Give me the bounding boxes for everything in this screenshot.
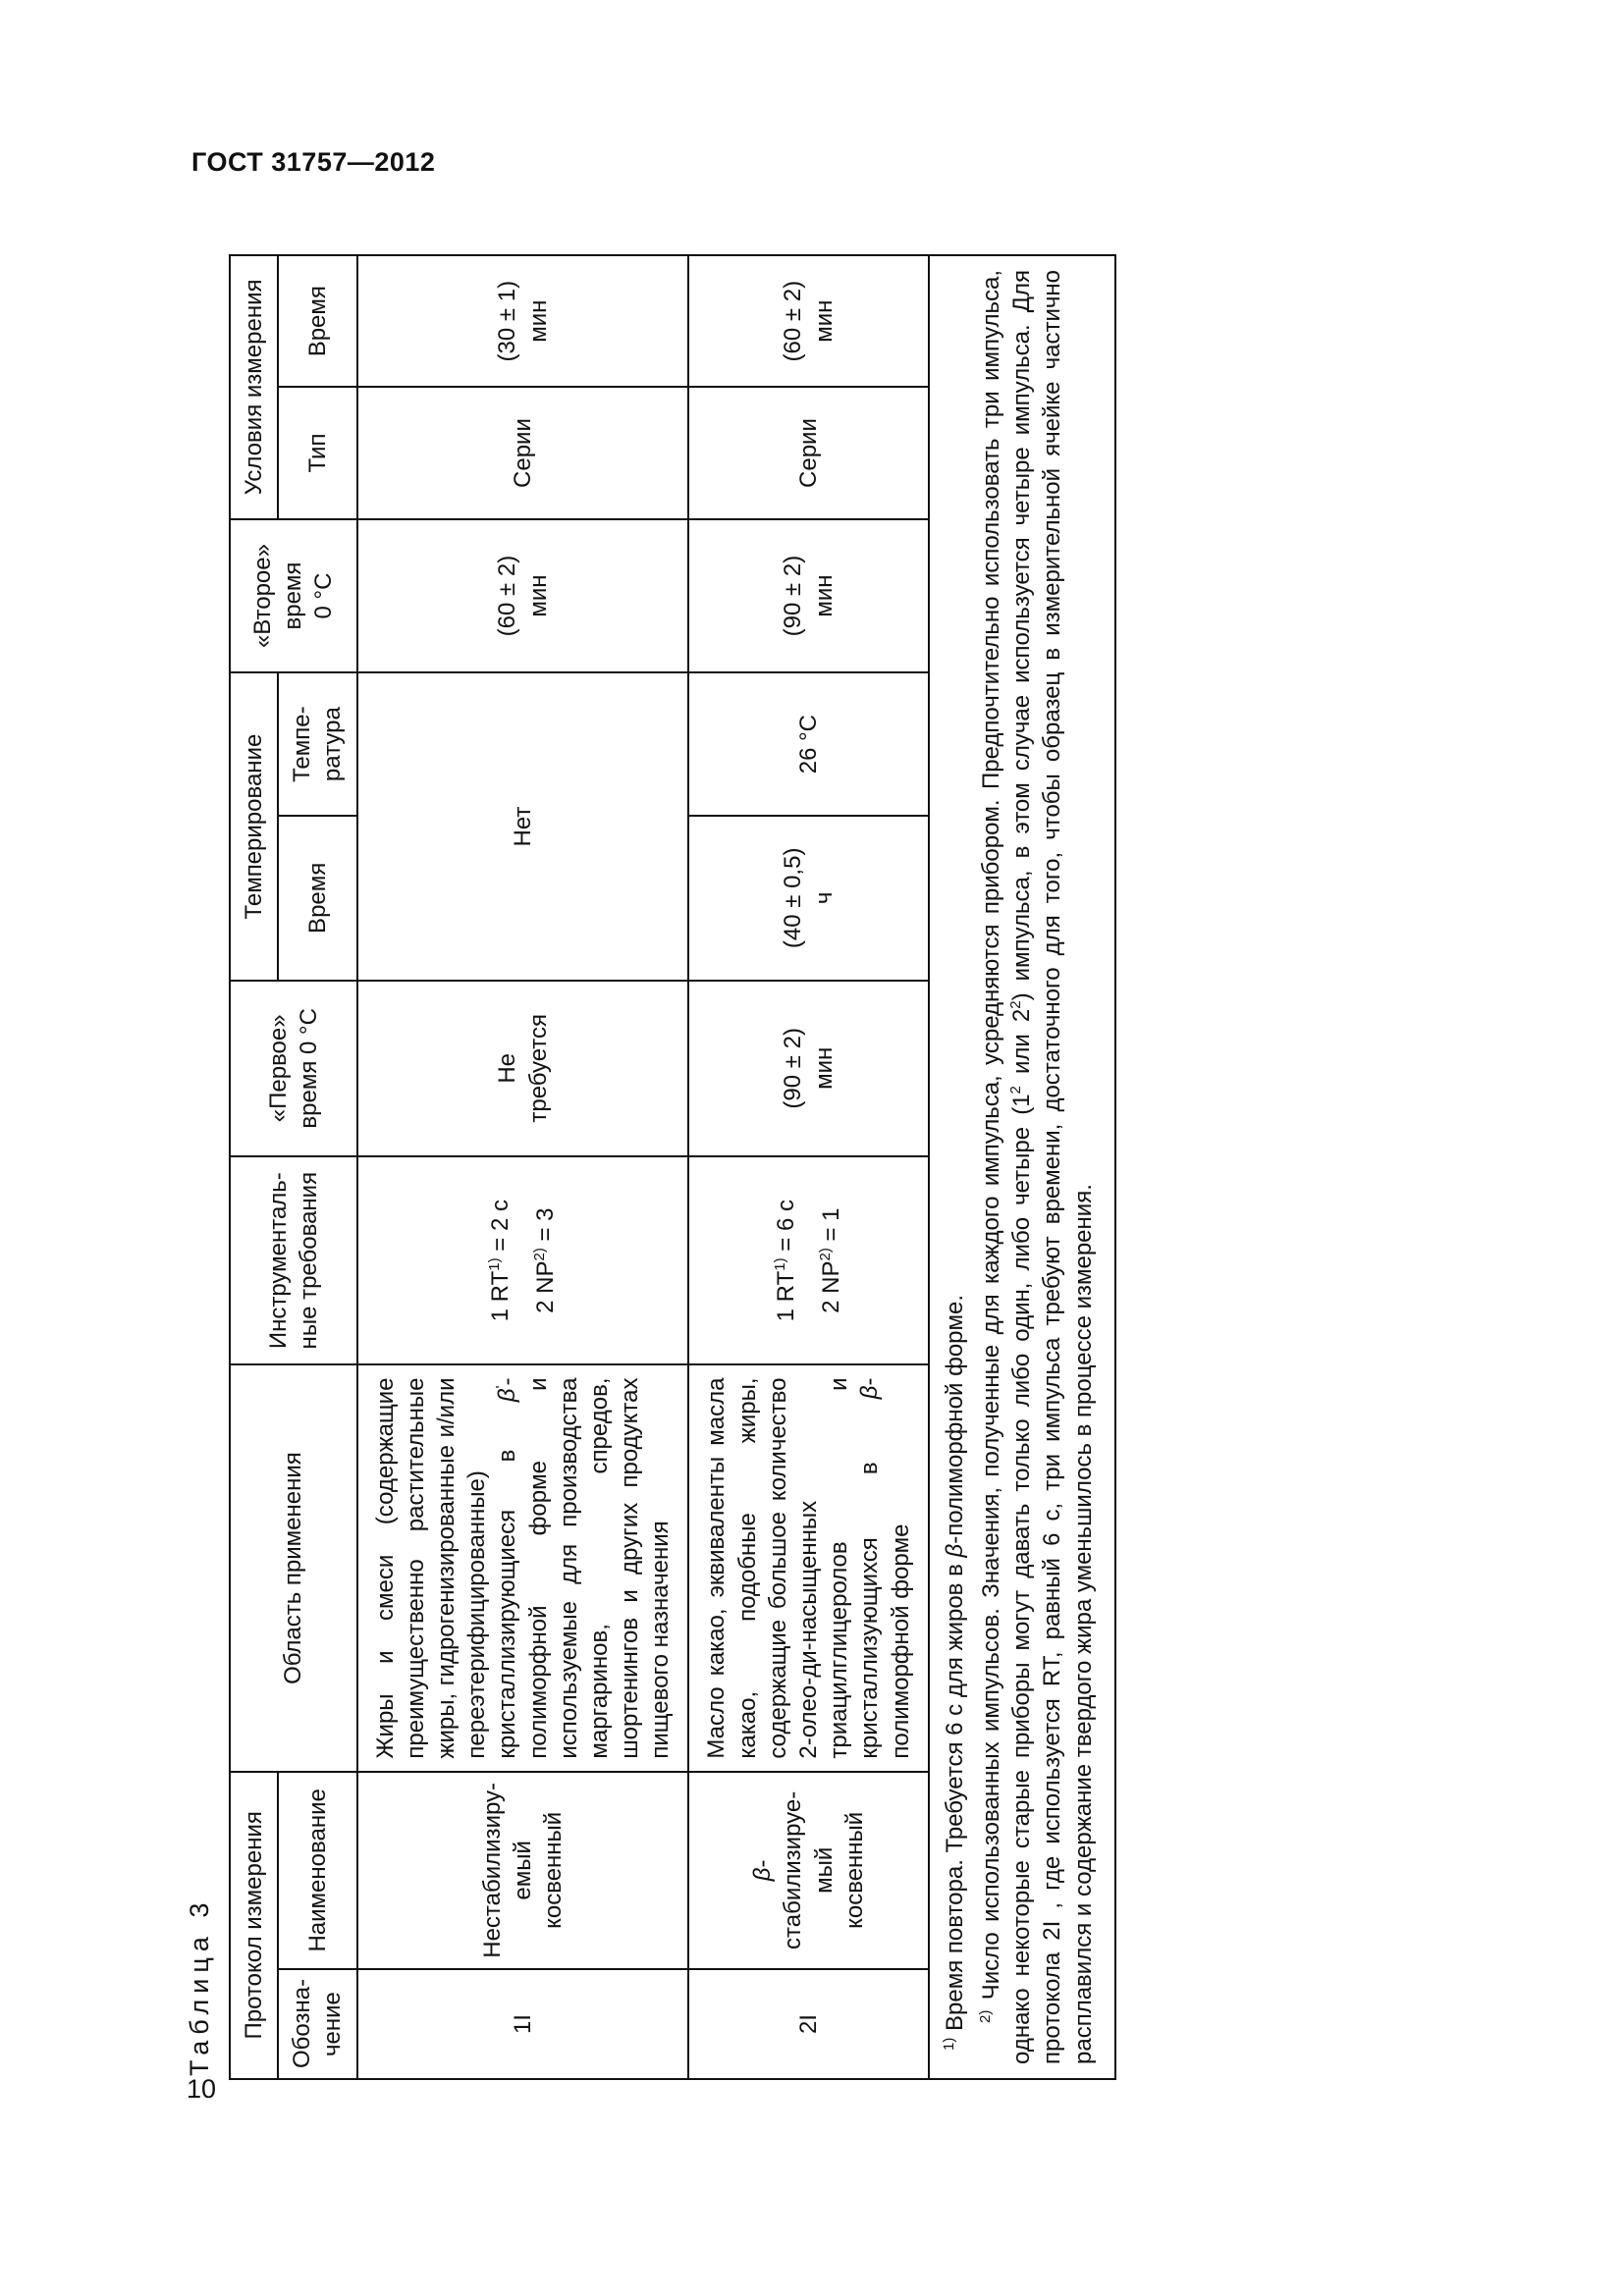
prime-mark: ' bbox=[493, 1385, 511, 1389]
header-protocol: Протокол измерения bbox=[230, 1772, 278, 2079]
header-second-time bbox=[230, 519, 357, 673]
footnote-2 bbox=[976, 270, 1099, 2064]
table-row bbox=[357, 255, 689, 2079]
header-type: Тип bbox=[278, 387, 356, 518]
cell-first-time bbox=[357, 981, 689, 1156]
cell-area bbox=[357, 1365, 689, 1772]
cell-type: Серии bbox=[688, 387, 928, 518]
header-tempering-time: Время bbox=[278, 816, 356, 981]
req-np bbox=[809, 1167, 854, 1355]
header-row-1 bbox=[230, 255, 278, 2079]
header-designation bbox=[278, 1969, 356, 2079]
area-text-2: -полиморфной форме bbox=[856, 1377, 914, 1759]
cell-area bbox=[688, 1365, 928, 1772]
req-rt-label: 1 RT bbox=[486, 1270, 514, 1322]
header-first-time bbox=[230, 981, 357, 1156]
footnote-1-text: Время повтора. Требуется 6 с для жиров в bbox=[941, 1557, 968, 2038]
header-tempering-temp-text: Темпе- ратура bbox=[289, 706, 347, 782]
cell-name-text: Нестабилизиру- емый косвенный bbox=[478, 1782, 568, 1958]
header-name: Наименование bbox=[278, 1772, 356, 1969]
cell-time bbox=[357, 255, 689, 387]
footnote-ref-1: 1) bbox=[772, 1257, 788, 1271]
cell-tempering-time-text: (40 ± 0,5) ч bbox=[780, 847, 838, 949]
header-conditions: Условия измерения bbox=[230, 255, 278, 519]
req-np bbox=[523, 1167, 568, 1355]
header-first-time-text: «Первое» время 0 °С bbox=[264, 1008, 322, 1129]
footnote-ref-2: 2) bbox=[530, 1248, 548, 1261]
rotated-table-block bbox=[185, 162, 1097, 2086]
beta-symbol: β bbox=[494, 1388, 521, 1403]
beta-symbol: β bbox=[749, 1867, 777, 1882]
cell-tempering-time bbox=[688, 816, 928, 981]
cell-time bbox=[688, 255, 928, 387]
header-instrument-text: Инструменталь- ные требования bbox=[264, 1171, 322, 1350]
beta-symbol: β bbox=[941, 1543, 968, 1558]
req-np-label: 2 NP bbox=[531, 1260, 559, 1313]
footnote-1 bbox=[940, 270, 970, 2064]
notes-row bbox=[929, 255, 1115, 2079]
area-text-1: Жиры и смеси (содержащие преимущественно растительные жиры, гидрогенизированные и/или переэтерифицированные) кристаллизирующиеся в bbox=[371, 1377, 521, 1759]
cell-name bbox=[357, 1772, 689, 1969]
superscript-2b: 2 bbox=[1007, 1000, 1025, 1009]
header-area: Область применения bbox=[230, 1365, 357, 1772]
cell-second-time bbox=[688, 519, 928, 673]
superscript-2a: 2 bbox=[1007, 1086, 1025, 1095]
cell-time-text: (30 ± 1) мин bbox=[494, 280, 552, 362]
area-text-1: Масло какао, эквиваленты масла какао, подобные жиры, содержащие большое количество 2-олео-ди-насыщенных триацилглицеролов и кристаллизующихся в bbox=[703, 1377, 884, 1759]
footnote-2-text: Число использованных импульсов. Значения, полученные для каждого импульса, усредняются прибором. Предпочтительно использовать три импульса, однако некоторые старые приборы могут давать только либо один, либо четыре (1 bbox=[977, 270, 1036, 2064]
table-notes bbox=[929, 255, 1115, 2079]
cell-second-time-text: (60 ± 2) мин bbox=[494, 555, 552, 637]
table-row bbox=[688, 255, 928, 2079]
cell-instrument bbox=[357, 1156, 689, 1365]
cell-designation: 2I bbox=[688, 1969, 928, 2079]
cell-name-text: -стабилизируе- мый косвенный bbox=[749, 1790, 868, 1949]
req-np-value: = 3 bbox=[531, 1207, 559, 1249]
header-designation-text: Обозна- чение bbox=[289, 1978, 347, 2068]
page-number: 10 bbox=[187, 2074, 217, 2104]
cell-second-time-text: (90 ± 2) мин bbox=[780, 555, 838, 637]
header-tempering: Темперирование bbox=[230, 672, 278, 980]
table-caption: Таблица 3 bbox=[185, 1896, 214, 2076]
footnote-2-text-mid: или 2 bbox=[1008, 1008, 1036, 1087]
footnote-2-marker: 2) bbox=[976, 2009, 994, 2023]
cell-first-time-text: (90 ± 2) мин bbox=[780, 1028, 838, 1109]
req-np-value: = 1 bbox=[817, 1207, 844, 1249]
header-second-time-text: «Второе» время 0 °С bbox=[249, 544, 338, 649]
cell-tempering: Нет bbox=[357, 672, 689, 980]
req-rt bbox=[764, 1167, 809, 1355]
footnote-2-text-end: ) импульса, в этом случае используется четыре импульса. Для протокола 2I , где используется RT, равный 6 с, три импульса требуют времени, достаточного для того, чтобы образец в измерительной ячейке частично расплавился и содержание твердого жира уменьшилось в процессе измерения. bbox=[1008, 270, 1097, 2064]
req-rt bbox=[478, 1167, 523, 1355]
footnote-1-text-end: -полиморфной форме. bbox=[941, 1294, 968, 1544]
cell-second-time bbox=[357, 519, 689, 673]
footnote-ref-1: 1) bbox=[485, 1257, 503, 1271]
req-rt-value: = 2 с bbox=[486, 1200, 514, 1258]
footnote-ref-2: 2) bbox=[816, 1248, 834, 1261]
cell-time-text: (60 ± 2) мин bbox=[780, 280, 838, 362]
area-text-2: - полиморфной форме и используемые для производства маргаринов, спредов, шортенингов и других продуктах пищевого назначения bbox=[494, 1377, 675, 1759]
req-np-label: 2 NP bbox=[817, 1260, 844, 1313]
cell-name bbox=[688, 1772, 928, 1969]
header-tempering-temp bbox=[278, 672, 356, 816]
cell-tempering-temp: 26 °С bbox=[688, 672, 928, 816]
header-time: Время bbox=[278, 255, 356, 387]
cell-type: Серии bbox=[357, 387, 689, 518]
beta-symbol: β bbox=[856, 1385, 884, 1400]
header-instrument bbox=[230, 1156, 357, 1365]
cell-first-time bbox=[688, 981, 928, 1156]
cell-instrument bbox=[688, 1156, 928, 1365]
req-rt-label: 1 RT bbox=[773, 1270, 799, 1322]
req-rt-value: = 6 с bbox=[773, 1200, 799, 1258]
cell-designation: 1I bbox=[357, 1969, 689, 2079]
document-header: ГОСТ 31757—2012 bbox=[191, 147, 436, 177]
table-3 bbox=[229, 254, 1116, 2080]
cell-first-time-text: Не требуется bbox=[494, 1013, 552, 1123]
footnote-1-marker: 1) bbox=[940, 2037, 957, 2051]
